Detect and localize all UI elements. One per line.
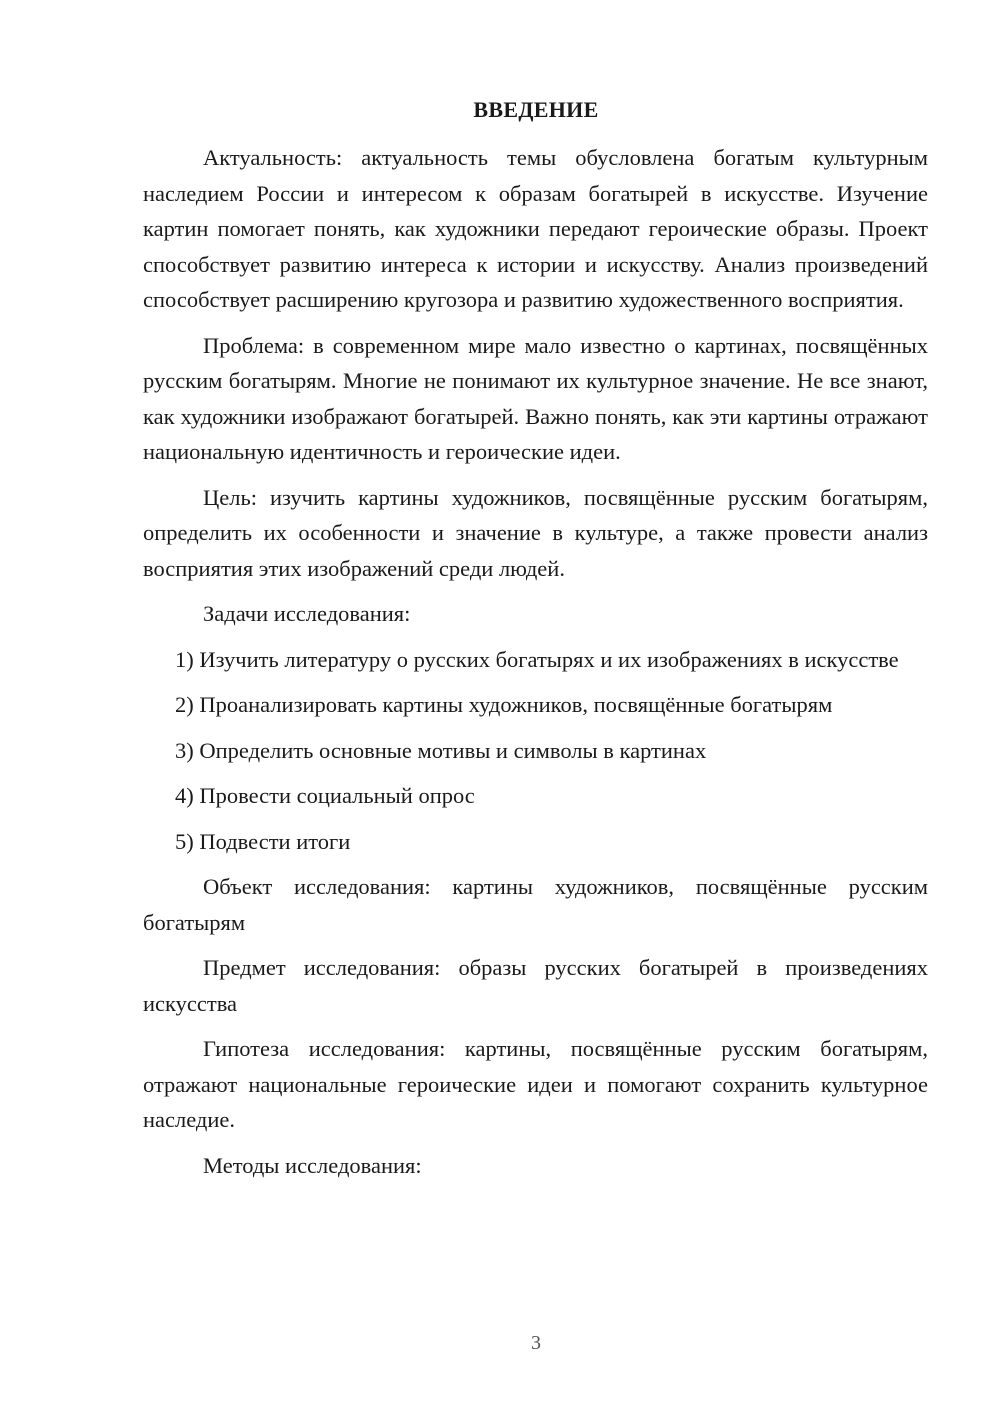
methods-heading: Методы исследования: (203, 1152, 422, 1178)
paragraph-subject: Предмет исследования: образы русских богатырей в произведениях искусства (143, 955, 928, 1016)
task-item-3: 3) Определить основные мотивы и символы в картинах (175, 737, 707, 763)
document-body (143, 140, 928, 1183)
task-item-2: 2) Проанализировать картины художников, посвящённые богатырям (175, 692, 833, 717)
tasks-heading: Задачи исследования: (203, 601, 411, 626)
paragraph-object: Объект исследования: картины художников, посвящённые русским богатырям (143, 874, 928, 935)
task-item-4: 4) Провести социальный опрос (175, 783, 475, 808)
paragraph-hypothesis: Гипотеза исследования: картины, посвящённые русским богатырям, отражают национальные героические идеи и помогают сохранить культурное наследие. (143, 1036, 928, 1132)
paragraph-goal: Цель: изучить картины художников, посвящённые русским богатырям, определить их особенности и значение в культуре, а также провести анализ восприятия этих изображений среди людей. (143, 484, 928, 581)
paragraph-relevance: Актуальность: актуальность темы обусловлена богатым культурным наследием России и интересом к образам богатырей в искусстве. Изучение картин помогает понять, как художники передают героические образы. Проект способствует развитию интереса к истории и искусству. Анализ произведений способствует расширению кругозора и развитию художественного восприятия. (143, 145, 928, 312)
paragraph-problem: Проблема: в современном мире мало известно о картинах, посвящённых русским богатырям. Многие не понимают их культурное значение. Не все знают, как художники изображают богатырей. Важно понять, как эти картины отражают национальную идентичность и героические идеи. (143, 332, 928, 464)
task-item-1: 1) Изучить литературу о русских богатырях и их изображениях в искусстве (175, 646, 899, 672)
page-title: ВВЕДЕНИЕ (473, 97, 599, 122)
task-item-5: 5) Подвести итоги (175, 828, 351, 854)
page-number: 3 (531, 1332, 541, 1354)
